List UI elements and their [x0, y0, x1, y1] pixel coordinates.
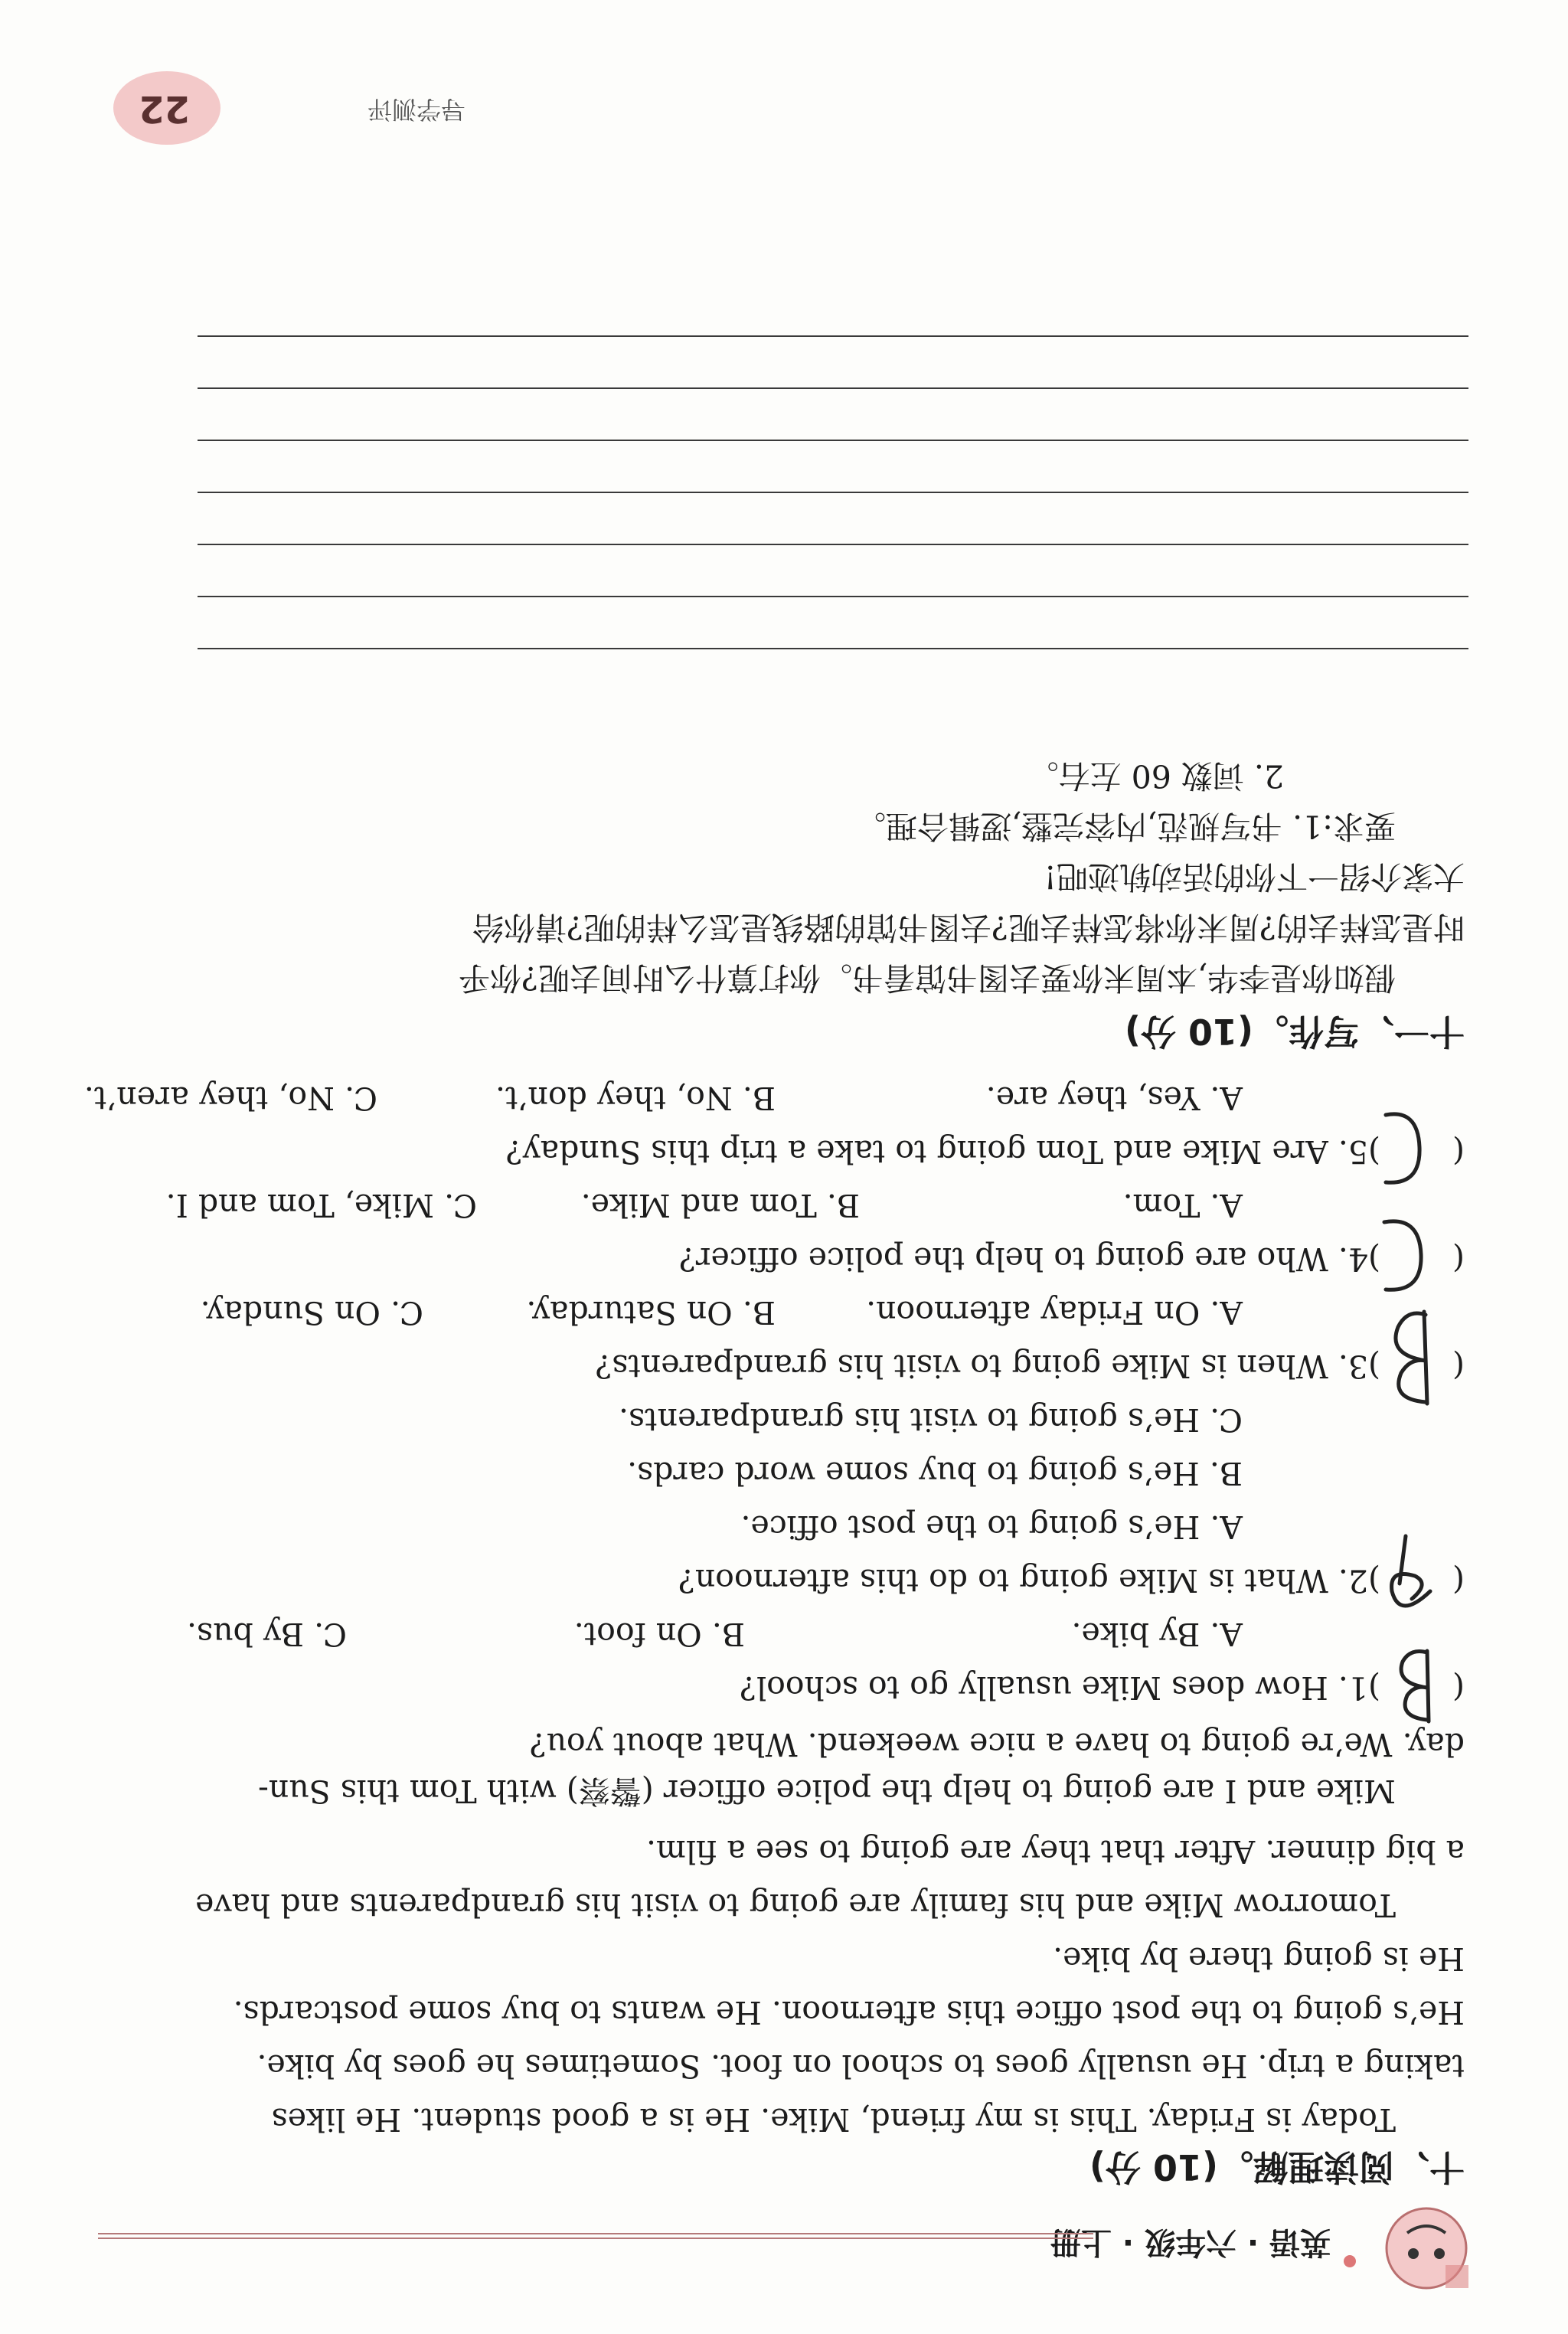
writing-section-title: 十一、写作。(10 分): [1124, 1011, 1465, 1052]
passage-line: He is going there by bike.: [1053, 1940, 1465, 1977]
requirement-line: 要求:1. 书写规范,内容完整,逻辑合理。: [854, 808, 1396, 845]
option: A. Tom.: [1122, 1187, 1243, 1224]
requirement-line: 2. 词数 60 左右。: [1027, 757, 1284, 794]
book-title: 英语 · 六年级 · 上册: [1050, 2224, 1331, 2260]
question-text-q3: )3. When is Mike going to visit his grandparents?: [595, 1348, 1380, 1384]
prompt-line: 大家介绍一下你的活动轨迹吧!: [1044, 858, 1465, 895]
question-bracket: (: [1452, 1133, 1465, 1170]
blank-line[interactable]: [198, 648, 1468, 649]
passage-line: Tomorrow Mike and his family are going to visit his grandparents and have: [195, 1887, 1396, 1924]
option: A. He’s going to the post office.: [740, 1509, 1243, 1545]
question-bracket: (: [1452, 1562, 1465, 1599]
option: B. Tom and Mike.: [580, 1187, 860, 1224]
blank-line[interactable]: [198, 440, 1468, 441]
reading-passage: [87, 1709, 1465, 2138]
blank-line[interactable]: [198, 544, 1468, 545]
option: B. On Saturday.: [526, 1294, 776, 1331]
writing-answer-area[interactable]: [0, 297, 1568, 649]
option: C. He’s going to visit his grandparents.: [619, 1401, 1243, 1438]
blank-line[interactable]: [198, 596, 1468, 597]
reading-section-title: 十、阅读理解。(10 分): [1089, 2146, 1465, 2188]
header-rule: [98, 2236, 1093, 2244]
footer-label: 导学测评: [367, 95, 466, 124]
option: A. On Friday afternoon.: [866, 1294, 1243, 1331]
handwritten-answer-q3: [1384, 1304, 1438, 1411]
question-list: [83, 1025, 1465, 1706]
passage-line: Today is Friday. This is my friend, Mike. He is a good student. He likes: [271, 2101, 1396, 2138]
option: B. No, they don’t.: [495, 1080, 776, 1116]
blank-line[interactable]: [198, 387, 1468, 389]
question-text-q4: )4. Who are going to help the police officer?: [678, 1241, 1380, 1277]
passage-line: taking a trip. He usually goes to school on foot. Sometimes he goes by bike.: [256, 2048, 1465, 2084]
option: C. By bus.: [186, 1616, 347, 1652]
prompt-line: 时是怎样去的?周末你将怎样去呢?去图书馆的路线是怎么样的呢?请你给: [472, 909, 1465, 946]
option: C. No, they aren’t.: [83, 1080, 377, 1116]
option: C. On Sunday.: [200, 1294, 423, 1331]
handwritten-answer-q2: [1377, 1530, 1446, 1622]
handwritten-answer-q1: [1392, 1643, 1438, 1728]
passage-line: Mike and I are going to help the police officer (警察) with Tom this Sun-: [257, 1773, 1396, 1809]
prompt-line: 假如你是李华,本周末你要去图书馆看书。你打算什么时间去呢?你乎: [458, 959, 1396, 996]
question-bracket: (: [1452, 1241, 1465, 1277]
header-decor-dots: [1338, 2250, 1361, 2273]
option: A. By bike.: [1071, 1616, 1243, 1652]
handwritten-answer-q4: [1377, 1210, 1430, 1302]
passage-line: a big dinner. After that they are going to see a film.: [645, 1833, 1465, 1870]
option: A. Yes, they are.: [985, 1080, 1243, 1116]
handwritten-answer-q5: [1377, 1101, 1430, 1193]
page-number: 22: [139, 87, 190, 130]
option: B. On foot.: [573, 1616, 745, 1652]
blank-line[interactable]: [198, 335, 1468, 337]
question-bracket: (: [1452, 1348, 1465, 1384]
question-text-q1: )1. How does Mike usually go to school?: [740, 1669, 1380, 1706]
question-bracket: (: [1452, 1669, 1465, 1706]
question-text-q5: )5. Are Mike and Tom going to take a trip this Sunday?: [505, 1133, 1380, 1170]
option: B. He’s going to buy some word cards.: [627, 1455, 1243, 1492]
option: C. Mike, Tom and I.: [165, 1187, 477, 1224]
blank-line[interactable]: [198, 492, 1468, 493]
question-text-q2: )2. What is Mike going to do this afternoon?: [678, 1562, 1380, 1599]
passage-line: day. We’re going to have a nice weekend. What about you?: [529, 1726, 1465, 1763]
passage-line: He’s going to the post office this afternoon. He wants to buy some postcards.: [233, 1994, 1465, 2031]
header-mascot: [1369, 2204, 1484, 2296]
writing-prompt: [87, 697, 1465, 1003]
